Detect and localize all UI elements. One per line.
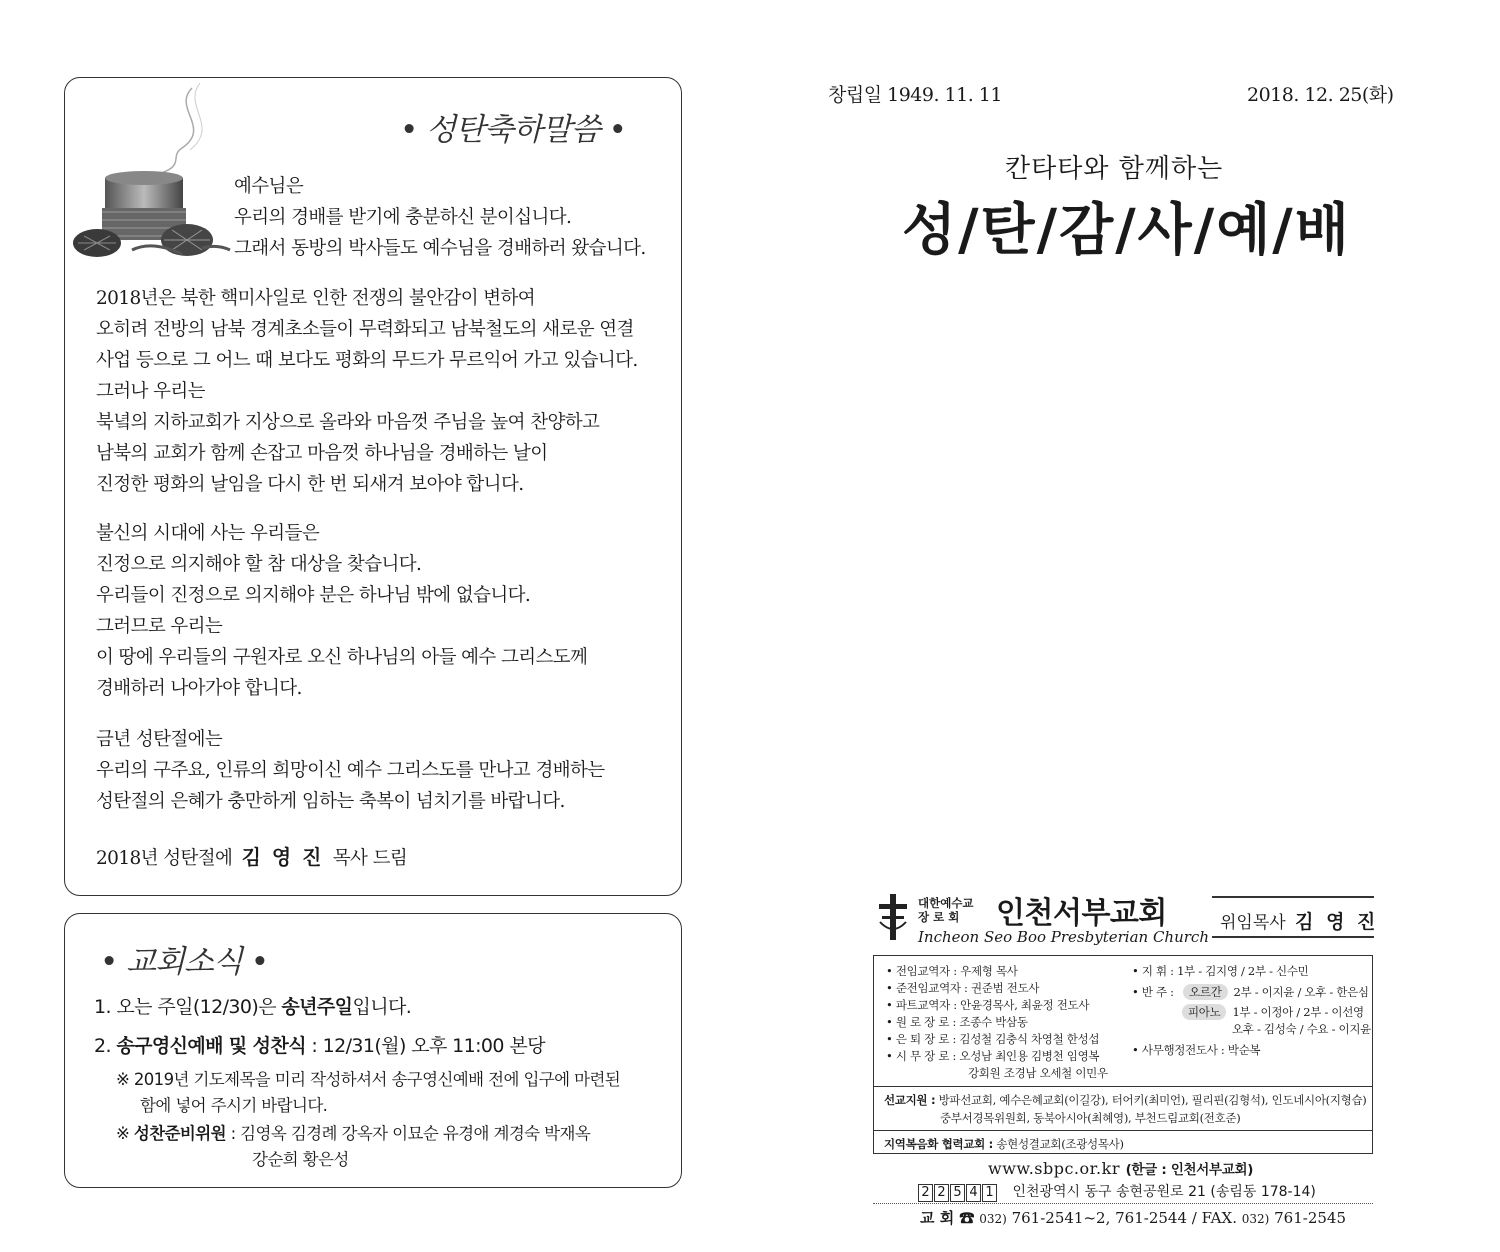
evangelism-value: 송현성결교회(조광성목사) (993, 1137, 1124, 1151)
staff-line: • 파트교역자 : 안윤경목사, 최윤정 전도사 (886, 998, 1090, 1012)
message-line: 진정한 평화의 날임을 다시 한 번 되새겨 보아야 합니다. (96, 474, 524, 495)
website-korean: (한글 : 인천서부교회) (1125, 1162, 1254, 1178)
news-item-text: 2. (94, 1035, 117, 1057)
message-line: 성탄절의 은혜가 충만하게 임하는 축복이 넘치기를 바랍니다. (96, 791, 565, 812)
candle-illustration (72, 78, 232, 268)
news-item-text: 입니다. (352, 996, 412, 1018)
zip-digit: 5 (950, 1184, 965, 1202)
zip-digit: 2 (918, 1184, 933, 1202)
staff-line: 강회원 조경남 오세철 이민우 (968, 1066, 1108, 1080)
missions-value: 방파선교회, 예수은혜교회(이길강), 터어키(최미언), 필리핀(김형석), 인도네시아(지형습) (935, 1093, 1367, 1107)
message-line: 2018년은 북한 핵미사일로 인한 전쟁의 불안감이 변하여 (96, 288, 536, 309)
news-note-line: 강순희 황은성 (252, 1150, 349, 1169)
message-line: 사업 등으로 그 어느 때 보다도 평화의 무드가 무르익어 가고 있습니다. (96, 350, 638, 371)
website (988, 1158, 1253, 1178)
zip-digit: 2 (934, 1184, 949, 1202)
staff-divider (873, 1130, 1373, 1131)
staff-line: • 원 로 장 로 : 조종수 박삼동 (886, 1015, 1028, 1029)
message-line: 우리들이 진정으로 의지해야 분은 하나님 밖에 없습니다. (96, 585, 531, 606)
signature-prefix: 2018년 성탄절에 (96, 848, 233, 869)
organ-badge: 오르간 (1183, 984, 1227, 1000)
message-signature (96, 841, 407, 870)
phone-number: 761-2541~2, 761-2544 / FAX. (1011, 1209, 1237, 1227)
message-line: 진정으로 의지해야 할 참 대상을 찾습니다. (96, 554, 422, 575)
piano-line-2: 오후 - 김성숙 / 수요 - 이지윤 (1232, 1022, 1371, 1036)
evangelism-label: 지역복음화 협력교회 : (884, 1137, 993, 1151)
website-url[interactable]: www.sbpc.or.kr (988, 1159, 1120, 1178)
senior-pastor (1212, 896, 1379, 938)
zip-digit: 4 (966, 1184, 981, 1202)
signature-name: 김 영 진 (241, 845, 324, 869)
message-line: 오히려 전방의 남북 경계초소들이 무력화되고 남북철도의 새로운 연결 (96, 319, 634, 340)
message-line: 북녘의 지하교회가 지상으로 올라와 마음껏 주님을 높여 찬양하고 (96, 412, 600, 433)
news-note-text: ※ (116, 1124, 134, 1143)
fax-area-code: 032) (1241, 1212, 1270, 1226)
phone-line (920, 1207, 1346, 1228)
admin-line: • 사무행정전도사 : 박순복 (1132, 1043, 1261, 1057)
message-intro-line: 예수님은 (234, 176, 304, 197)
message-paragraph (96, 518, 587, 704)
message-line: 금년 성탄절에는 (96, 729, 223, 750)
missions-label: 선교지원 : (884, 1093, 936, 1107)
fax-number: 761-2545 (1274, 1209, 1346, 1227)
phone-label: 교 회 ☎ (920, 1209, 975, 1227)
evangelism-line (884, 1136, 1124, 1152)
piano-badge: 피아노 (1182, 1004, 1226, 1020)
piano-value: 1부 - 이정아 / 2부 - 이선영 (1232, 1005, 1364, 1019)
address (918, 1181, 1316, 1202)
conductor-line: • 지 휘 : 1부 - 김지영 / 2부 - 신수민 (1132, 964, 1309, 978)
message-line: 불신의 시대에 사는 우리들은 (96, 523, 320, 544)
address-text: 인천광역시 동구 송현공원로 21 (송림동 178-14) (1012, 1184, 1316, 1200)
cross-logo-icon (876, 892, 910, 942)
message-paragraph (96, 283, 638, 500)
message-line: 경배하러 나아가야 합니다. (96, 678, 302, 699)
piano-line (1182, 1004, 1364, 1020)
news-item-1 (94, 992, 411, 1019)
denomination-line: 장 로 회 (918, 910, 960, 924)
news-note-line (116, 1120, 590, 1144)
service-date: 2018. 12. 25(화) (1247, 84, 1394, 106)
missions-line (884, 1092, 1366, 1108)
news-note-line: ※ 2019년 기도제목을 미리 작성하셔서 송구영신예배 전에 입구에 마련된 (116, 1070, 621, 1089)
staff-line: • 전임교역자 : 우제형 목사 (886, 964, 1018, 978)
message-intro-line: 우리의 경배를 받기에 충분하신 분이십니다. (234, 207, 572, 228)
news-note-highlight: 성찬준비위원 (133, 1124, 226, 1143)
news-item-text: 1. 오는 주일(12/30)은 (94, 996, 282, 1018)
church-name-english: Incheon Seo Boo Presbyterian Church (918, 928, 1209, 946)
denomination-line: 대한예수교 (918, 896, 974, 910)
church-name: 인천서부교회 (996, 896, 1167, 931)
staff-divider (873, 1086, 1373, 1087)
pastor-name: 김 영 진 (1295, 911, 1379, 933)
staff-line: • 은 퇴 장 로 : 김성철 김충식 차영철 한성섭 (886, 1032, 1100, 1046)
message-paragraph (96, 724, 605, 817)
news-item-highlight: 송년주일 (281, 996, 353, 1018)
message-line: 남북의 교회가 함께 손잡고 마음껏 하나님을 경배하는 날이 (96, 443, 548, 464)
news-note-line: 함에 넣어 주시기 바랍니다. (140, 1096, 328, 1115)
news-item-text: : 12/31(월) 오후 11:00 본당 (305, 1035, 545, 1057)
pastor-title: 위임목사 (1220, 913, 1286, 933)
staff-line: • 시 무 장 로 : 오성남 최인용 김병천 임영복 (886, 1049, 1100, 1063)
cover-subtitle: 칸타타와 함께하는 (1005, 154, 1224, 184)
message-line: 그러므로 우리는 (96, 616, 223, 637)
footer-divider (873, 1203, 1373, 1204)
organ-value: 2부 - 이지윤 / 오후 - 한은심 (1233, 985, 1369, 999)
message-line: 그러나 우리는 (96, 381, 205, 402)
message-line: 이 땅에 우리들의 구원자로 오신 하나님의 아들 예수 그리스도께 (96, 647, 588, 668)
accompanist-label: • 반 주 : (1132, 985, 1174, 999)
news-note-text: : 김영옥 김경례 강옥자 이묘순 유경애 계경숙 박재옥 (225, 1124, 591, 1143)
phone-area-code: 032) (979, 1212, 1007, 1226)
organ-line (1132, 984, 1369, 1000)
message-line: 우리의 구주요, 인류의 희망이신 예수 그리스도를 만나고 경배하는 (96, 760, 605, 781)
cover-title: 성/탄/감/사/예/배 (902, 198, 1351, 263)
message-intro-line: 그래서 동방의 박사들도 예수님을 경배하러 왔습니다. (234, 238, 646, 259)
zip-digit: 1 (982, 1184, 997, 1202)
message-title: • 성탄축하말씀 • (400, 112, 626, 148)
signature-suffix: 목사 드림 (332, 848, 408, 869)
staff-line: • 준전임교역자 : 권준범 전도사 (886, 981, 1040, 995)
news-title: • 교회소식 • (100, 944, 269, 980)
news-item-highlight: 송구영신예배 및 성찬식 (116, 1035, 306, 1057)
news-item-2 (94, 1031, 545, 1058)
founded-date: 창립일 1949. 11. 11 (828, 84, 1002, 106)
missions-line-2: 중부서경목위원회, 동북아시아(최혜영), 부천드림교회(전호준) (940, 1111, 1241, 1125)
denomination (918, 896, 974, 924)
